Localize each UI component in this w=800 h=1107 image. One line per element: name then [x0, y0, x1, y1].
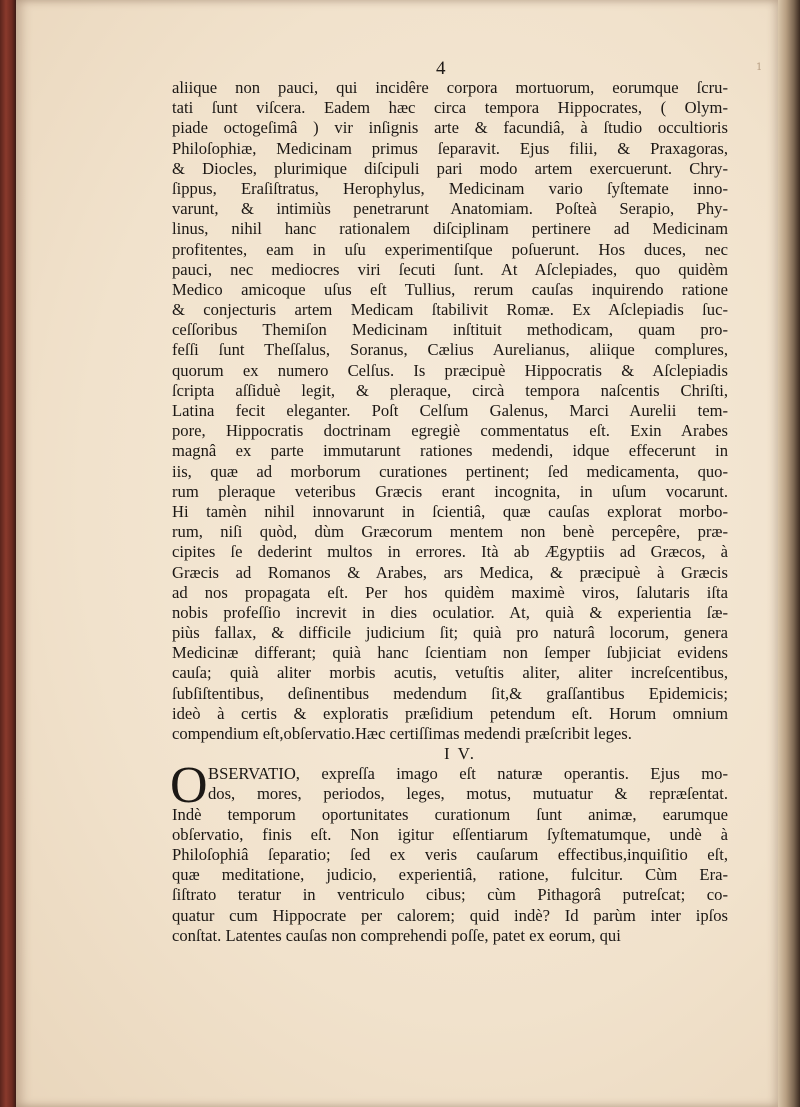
text-line: ceſſoribus Themiſon Medicinam inſtituit methodicam, quam pro- [172, 320, 728, 340]
text-line: piade octogeſimâ ) vir inſignis arte & facundiâ, à ſtudio occultioris [172, 118, 728, 138]
text-block [172, 78, 728, 946]
right-page-edge [778, 0, 800, 1107]
text-line: dos, mores, periodos, leges, motus, mutuatur & repræſentat. [208, 784, 728, 804]
text-line: ſippus, Eraſiſtratus, Herophylus, Medicinam vario ſyſtemate inno- [172, 178, 728, 198]
text-line: rum pleraque veteribus Græcis erant incognita, in uſum vocarunt. [172, 481, 728, 501]
paragraph-1 [172, 78, 728, 744]
text-line: varunt, & intimiùs penetrarunt Anatomiam. Poſteà Serapio, Phy- [172, 199, 728, 219]
text-line: Græcis ad Romanos & Arabes, ars Medica, & præcipuè à Græcis [172, 562, 728, 582]
text-line: iis, quæ ad morborum curationes pertinent; ſed medicamenta, quo- [172, 461, 728, 481]
text-line: cipites ſe dederint multos in errores. Ità ab Ægyptiis ad Græcos, à [172, 542, 728, 562]
text-line: linus, nihil hanc rationalem diſciplinam pertinere ad Medicinam [172, 219, 728, 239]
text-line: cauſa; quià aliter morbis acutis, vetuſtis aliter, aliter increſcentibus, [172, 663, 728, 683]
text-line: rum, niſi quòd, dùm Græcorum mentem non benè percepêre, præ- [172, 522, 728, 542]
page-number: 4 [436, 58, 446, 79]
drop-cap: O [170, 757, 208, 815]
book-page [16, 0, 778, 1107]
text-line: quatur cum Hippocrate per calorem; quid indè? Id parùm inter ipſos [172, 905, 728, 925]
section-body [170, 757, 728, 946]
section-lines [170, 757, 728, 946]
text-line: nobis profeſſio increvit in dies oculatior. At, quià & experientia ſæ- [172, 602, 728, 622]
corner-mark: 1 [756, 62, 763, 73]
text-line: Hi tamèn nihil innovarunt in ſcientiâ, quæ cauſas explorat morbo- [172, 501, 728, 521]
text-line: profitentes, eam in uſu experimentiſque poſuerunt. Hos duces, nec [172, 239, 728, 259]
text-line: ad nos propagata eſt. Per hos quidèm maximè viros, ſalutaris iſta [172, 582, 728, 602]
text-line: Medicinæ differant; quià hanc ſcientiam non ſemper ſubjiciat evidens [172, 643, 728, 663]
section-heading: I V. [444, 744, 476, 764]
text-line: compendium eſt,obſervatio.Hæc certiſſimas medendi præſcribit leges. [172, 724, 632, 743]
text-line: quorum ex numero Celſus. Is præcipuè Hippocratis & Aſclepiadis [172, 360, 728, 380]
text-line: tati ſunt viſcera. Eadem hæc circa tempora Hippocrates, ( Olym- [172, 98, 728, 118]
text-line: conſtat. Latentes cauſas non comprehendi poſſe, patet ex eorum, qui [172, 925, 621, 945]
text-line: & conjecturis artem Medicam ſtabilivit Romæ. Ex Aſclepiadis ſuc- [172, 300, 728, 320]
left-binding-edge [0, 0, 16, 1107]
text-line: ſubſiſtentibus, deſinentibus medendum ſit,& graſſantibus Epidemicis; [172, 683, 728, 703]
text-line: ſcripta aſſiduè legit, & pleraque, circà tempora naſcentis Chriſti, [172, 380, 728, 400]
text-line: pauci, nec mediocres viri ſecuti ſunt. At Aſclepiades, quo quidèm [172, 259, 728, 279]
text-line: BSERVATIO, expreſſa imago eſt naturæ operantis. Ejus mo- [208, 764, 728, 784]
text-line: pore, Hippocratis doctrinam egregiè commentatus eſt. Exin Arabes [172, 421, 728, 441]
text-line: piùs fallax, & difficile judicium ſit; quià pro naturâ locorum, genera [172, 623, 728, 643]
text-line: ſiſtrato teratur in ventriculo cibus; cùm Pithagorâ putreſcat; co- [172, 885, 728, 905]
text-line: Indè temporum oportunitates curationum ſunt animæ, earumque [172, 804, 728, 824]
text-line: Philoſophiâ ſeparatio; ſed ex veris cauſarum effectibus,inquiſitio eſt, [172, 844, 728, 864]
text-line: ideò à certis & exploratis præſidium petendum eſt. Horum omnium [172, 703, 728, 723]
text-line: & Diocles, plurimique diſcipuli pari modo artem exercuerunt. Chry- [172, 158, 728, 178]
text-line: aliique non pauci, qui incidêre corpora mortuorum, eorumque ſcru- [172, 78, 728, 97]
text-line: quæ meditatione, judicio, experientiâ, ratione, fulcitur. Cùm Era- [172, 865, 728, 885]
text-line: feſſi ſunt Theſſalus, Soranus, Cælius Aurelianus, aliique complures, [172, 340, 728, 360]
text-line: Medico amicoque uſus eſt Tullius, rerum cauſas inquirendo ratione [172, 279, 728, 299]
text-line: magnâ ex parte immutarunt rationes medendi, idque effecerunt in [172, 441, 728, 461]
text-line: Philoſophiæ, Medicinam primus ſeparavit. Ejus filii, & Praxagoras, [172, 138, 728, 158]
text-line: Latina fecit eleganter. Poſt Celſum Galenus, Marci Aurelii tem- [172, 401, 728, 420]
text-line: obſervatio, finis eſt. Non igitur eſſentiarum ſyſtematumque, undè à [172, 824, 728, 844]
